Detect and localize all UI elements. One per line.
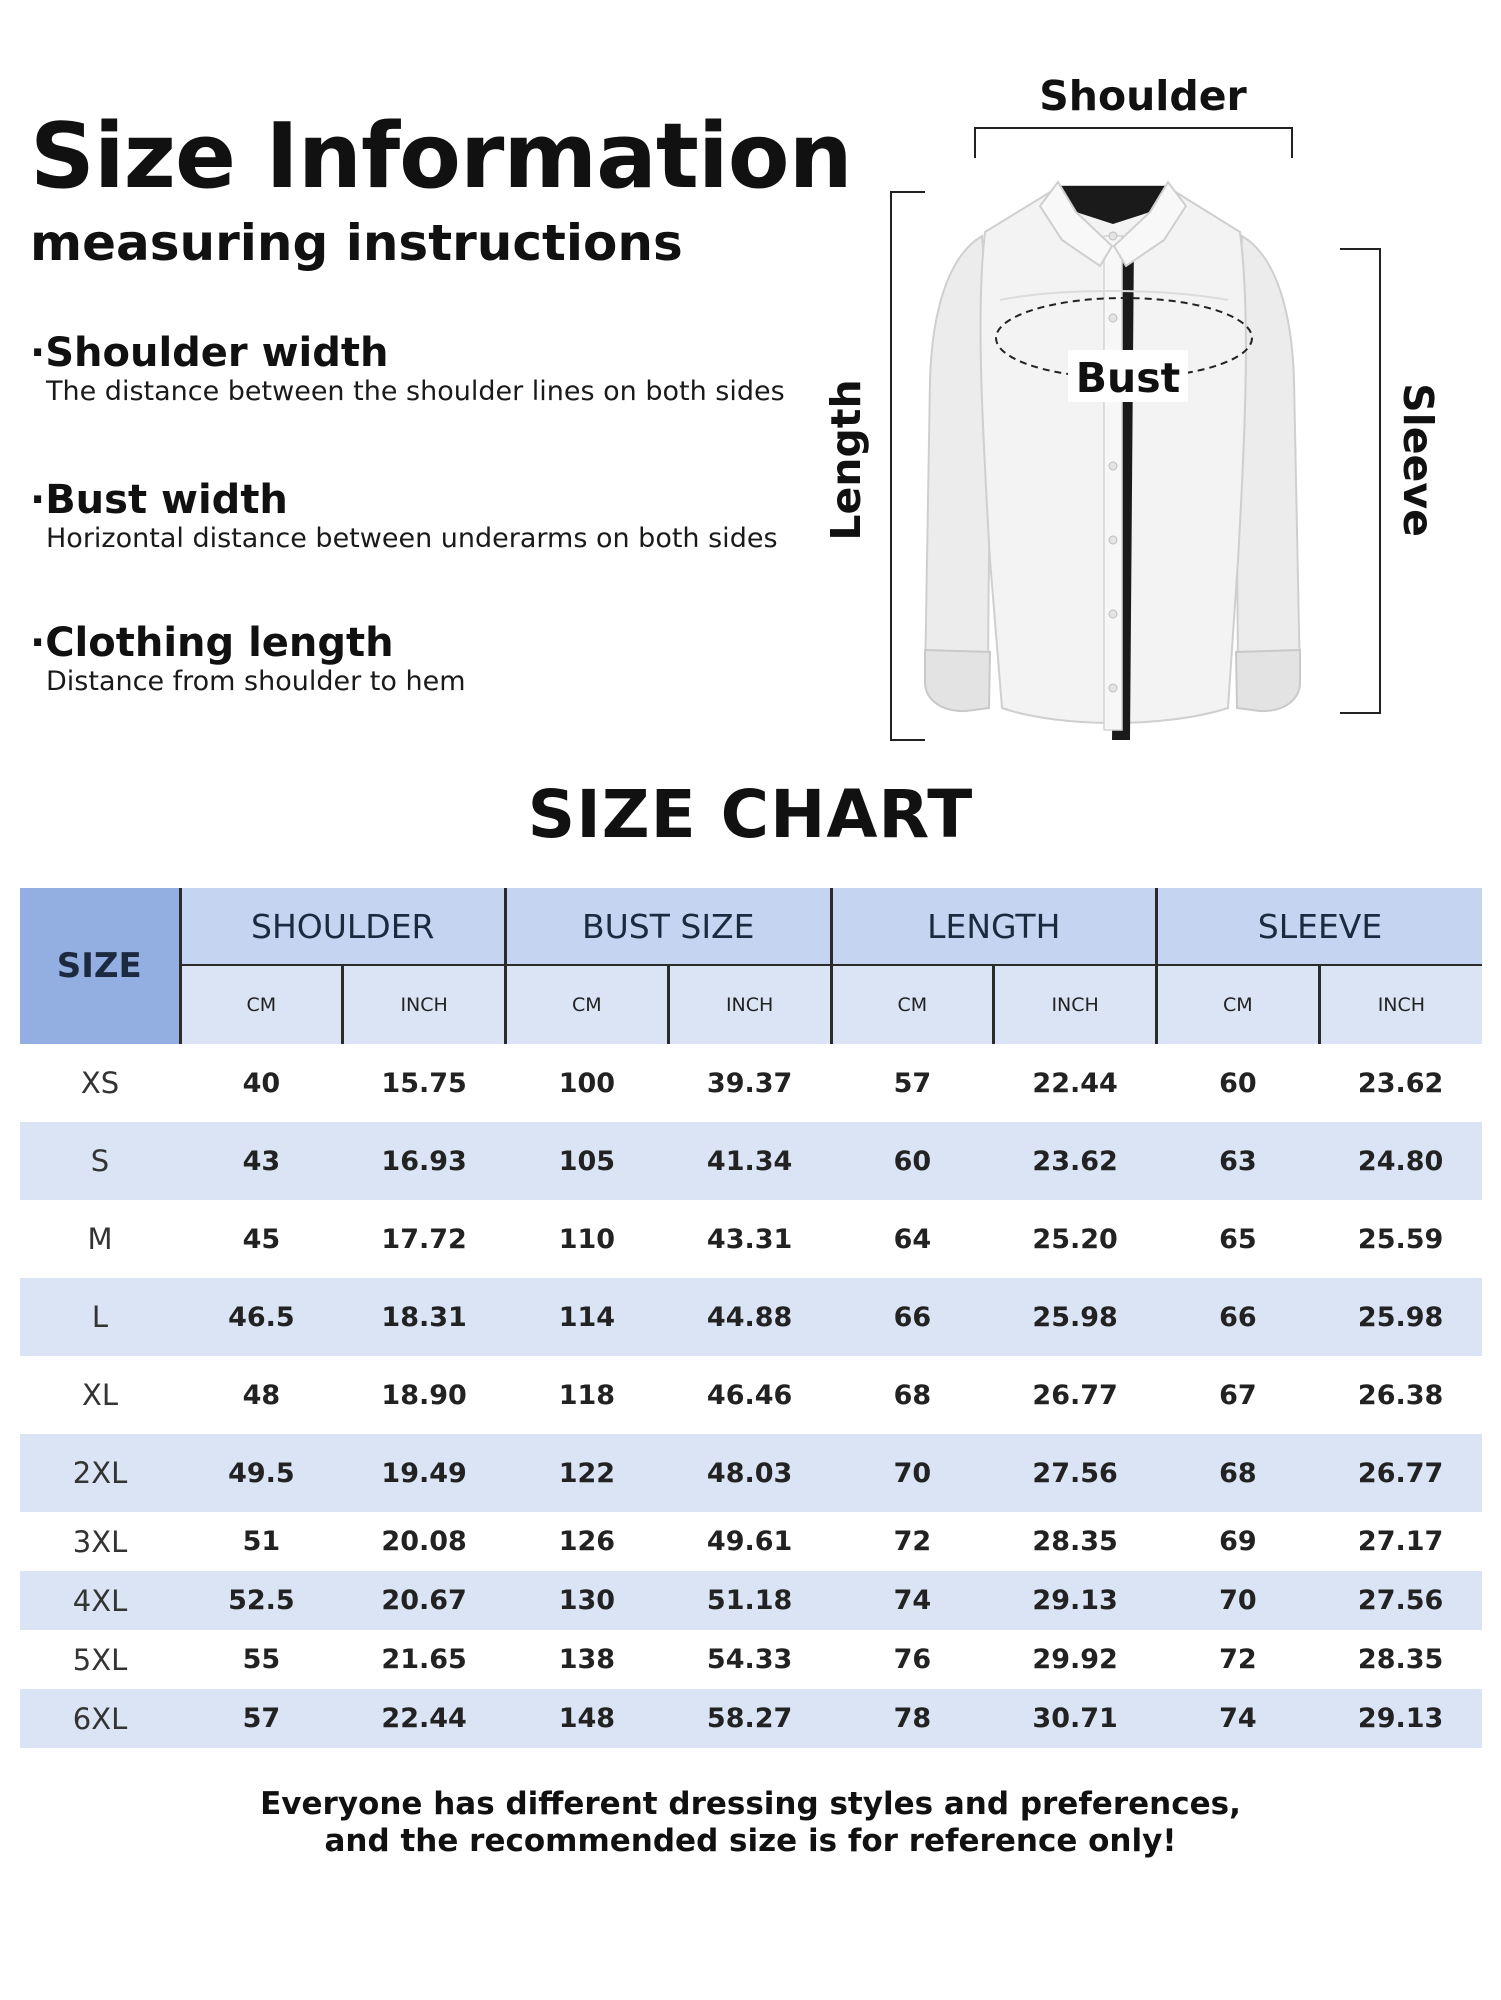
measurement-cell: 63 (1157, 1122, 1320, 1200)
measurement-cell: 118 (558, 1379, 616, 1411)
measurement-cell: 130 (506, 1571, 669, 1630)
page-subtitle: measuring instructions (30, 214, 683, 272)
measurement-cell: 51.18 (668, 1571, 831, 1630)
table-row (20, 1122, 1482, 1200)
instruction-desc-length: Distance from shoulder to hem (46, 666, 466, 697)
measurement-cell: 48 (242, 1379, 281, 1411)
measurement-cell: 39.37 (706, 1067, 793, 1099)
measurement-cell: 27.17 (1357, 1526, 1444, 1557)
measurement-cell: 46.46 (706, 1379, 793, 1411)
measurement-cell: 110 (558, 1223, 616, 1255)
measurement-cell: 41.34 (668, 1122, 831, 1200)
measurement-cell: 126 (558, 1526, 616, 1557)
size-cell: L (20, 1278, 180, 1356)
length-bracket (891, 192, 925, 740)
measurement-cell: 27.56 (994, 1434, 1157, 1512)
shirt-measurement-diagram (800, 60, 1480, 760)
measurement-cell: 20.67 (343, 1571, 506, 1630)
measurement-cell: 28.35 (1032, 1526, 1118, 1557)
measurement-cell: 49.61 (706, 1526, 793, 1557)
table-row (20, 1044, 1482, 1122)
measurement-cell: 148 (506, 1689, 669, 1748)
measurement-cell: 30.71 (994, 1689, 1157, 1748)
measurement-cell: 44.88 (668, 1278, 831, 1356)
unit-header-cm: CM (831, 965, 994, 1044)
measurement-cell: 60 (1219, 1067, 1257, 1099)
measurement-cell: 25.20 (1032, 1223, 1118, 1255)
measurement-cell: 57 (893, 1067, 932, 1099)
measurement-cell: 78 (831, 1689, 994, 1748)
size-cell: XS (80, 1066, 120, 1100)
measurement-cell: 68 (893, 1379, 932, 1411)
measurement-cell: 66 (1157, 1278, 1320, 1356)
unit-header-inch: INCH (668, 965, 831, 1044)
measurement-cell: 105 (506, 1122, 669, 1200)
measurement-cell: 114 (506, 1278, 669, 1356)
table-row (20, 1512, 1482, 1571)
size-cell: 2XL (20, 1434, 180, 1512)
reference-note-line-1: Everyone has different dressing styles and preferences, (260, 1786, 1241, 1822)
measurement-cell: 29.13 (1319, 1689, 1482, 1748)
measurement-cell: 27.56 (1319, 1571, 1482, 1630)
table-row (20, 1278, 1482, 1356)
measurement-cell: 138 (558, 1644, 616, 1675)
measurement-cell: 18.90 (381, 1379, 467, 1411)
unit-header-inch: INCH (1319, 965, 1482, 1044)
measurement-cell: 74 (831, 1571, 994, 1630)
measurement-cell: 20.08 (381, 1526, 467, 1557)
size-cell: 6XL (20, 1689, 180, 1748)
table-row (20, 1434, 1482, 1512)
measurement-cell: 72 (1219, 1644, 1257, 1675)
measurement-cell: 23.62 (1357, 1067, 1444, 1099)
measurement-cell: 100 (558, 1067, 616, 1099)
measurement-cell: 25.98 (1319, 1278, 1482, 1356)
bust-label: Bust (1075, 354, 1181, 402)
measurement-cell: 21.65 (381, 1644, 467, 1675)
measurement-cell: 40 (242, 1067, 281, 1099)
measurement-cell: 67 (1219, 1379, 1257, 1411)
measurement-cell: 55 (242, 1644, 281, 1675)
size-chart-body (20, 1044, 1482, 1748)
measurement-cell: 26.77 (1319, 1434, 1482, 1512)
table-row (20, 1689, 1482, 1748)
measurement-cell: 23.62 (994, 1122, 1157, 1200)
measurement-cell: 57 (180, 1689, 343, 1748)
measurement-cell: 48.03 (668, 1434, 831, 1512)
size-chart-title: SIZE CHART (527, 776, 974, 853)
measurement-cell: 25.59 (1357, 1223, 1444, 1255)
page-title: Size Information (30, 104, 852, 209)
unit-header-cm: CM (180, 965, 343, 1044)
size-cell: 5XL (72, 1642, 128, 1677)
measurement-cell: 51 (242, 1526, 281, 1557)
shoulder-label: Shoulder (1039, 72, 1247, 120)
shirt-icon (925, 182, 1300, 740)
table-row (20, 1200, 1482, 1278)
measurement-cell: 26.38 (1357, 1379, 1444, 1411)
unit-header-inch: INCH (343, 965, 506, 1044)
length-label: Length (822, 379, 870, 541)
size-column-header: SIZE (20, 888, 180, 1044)
instruction-term-length: ·Clothing length (30, 620, 394, 666)
table-row (20, 1356, 1482, 1434)
measurement-cell: 26.77 (1032, 1379, 1118, 1411)
sleeve-bracket (1340, 249, 1380, 713)
measurement-cell: 65 (1219, 1223, 1257, 1255)
measurement-cell: 19.49 (343, 1434, 506, 1512)
measurement-cell: 122 (506, 1434, 669, 1512)
measurement-cell: 43 (180, 1122, 343, 1200)
measurement-cell: 64 (893, 1223, 932, 1255)
shoulder-bracket (975, 128, 1292, 158)
measurement-cell: 22.44 (343, 1689, 506, 1748)
unit-header-inch: INCH (994, 965, 1157, 1044)
measurement-cell: 54.33 (706, 1644, 793, 1675)
measurement-cell: 43.31 (706, 1223, 793, 1255)
size-cell: 4XL (20, 1571, 180, 1630)
length-column-header: LENGTH (831, 888, 1157, 965)
reference-note (0, 1786, 1501, 1860)
sleeve-column-header: SLEEVE (1157, 888, 1483, 965)
size-chart-table (20, 888, 1482, 1748)
instruction-term-bust: ·Bust width (30, 477, 288, 523)
measurement-cell: 29.92 (1032, 1644, 1118, 1675)
sleeve-label: Sleeve (1394, 383, 1442, 537)
unit-header-cm: CM (1157, 965, 1320, 1044)
instruction-term-shoulder: ·Shoulder width (30, 330, 389, 376)
measurement-cell: 58.27 (668, 1689, 831, 1748)
unit-header-cm: CM (506, 965, 669, 1044)
size-cell: 3XL (72, 1524, 128, 1559)
measurement-cell: 16.93 (343, 1122, 506, 1200)
measurement-cell: 60 (831, 1122, 994, 1200)
size-cell: S (20, 1122, 180, 1200)
measurement-cell: 45 (242, 1223, 281, 1255)
bust-column-header: BUST SIZE (506, 888, 832, 965)
measurement-cell: 17.72 (381, 1223, 467, 1255)
measurement-cell: 72 (893, 1526, 932, 1557)
measurement-cell: 69 (1219, 1526, 1257, 1557)
size-cell: M (87, 1222, 113, 1256)
measurement-cell: 15.75 (381, 1067, 467, 1099)
measurement-cell: 22.44 (1032, 1067, 1118, 1099)
measurement-cell: 76 (893, 1644, 932, 1675)
table-row (20, 1571, 1482, 1630)
measurement-cell: 70 (1157, 1571, 1320, 1630)
measurement-cell: 46.5 (180, 1278, 343, 1356)
reference-note-line-2: and the recommended size is for reference only! (324, 1823, 1177, 1859)
measurement-cell: 24.80 (1319, 1122, 1482, 1200)
measurement-cell: 29.13 (994, 1571, 1157, 1630)
size-cell: XL (81, 1378, 119, 1412)
instruction-desc-shoulder: The distance between the shoulder lines on both sides (46, 376, 785, 407)
measurement-cell: 68 (1157, 1434, 1320, 1512)
instruction-desc-bust: Horizontal distance between underarms on both sides (46, 523, 778, 554)
measurement-cell: 25.98 (994, 1278, 1157, 1356)
table-row (20, 1630, 1482, 1689)
measurement-cell: 66 (831, 1278, 994, 1356)
shoulder-column-header: SHOULDER (180, 888, 506, 965)
measurement-cell: 18.31 (343, 1278, 506, 1356)
measurement-cell: 70 (831, 1434, 994, 1512)
measurement-cell: 28.35 (1357, 1644, 1444, 1675)
measurement-cell: 74 (1157, 1689, 1320, 1748)
measurement-cell: 52.5 (180, 1571, 343, 1630)
measurement-cell: 49.5 (180, 1434, 343, 1512)
